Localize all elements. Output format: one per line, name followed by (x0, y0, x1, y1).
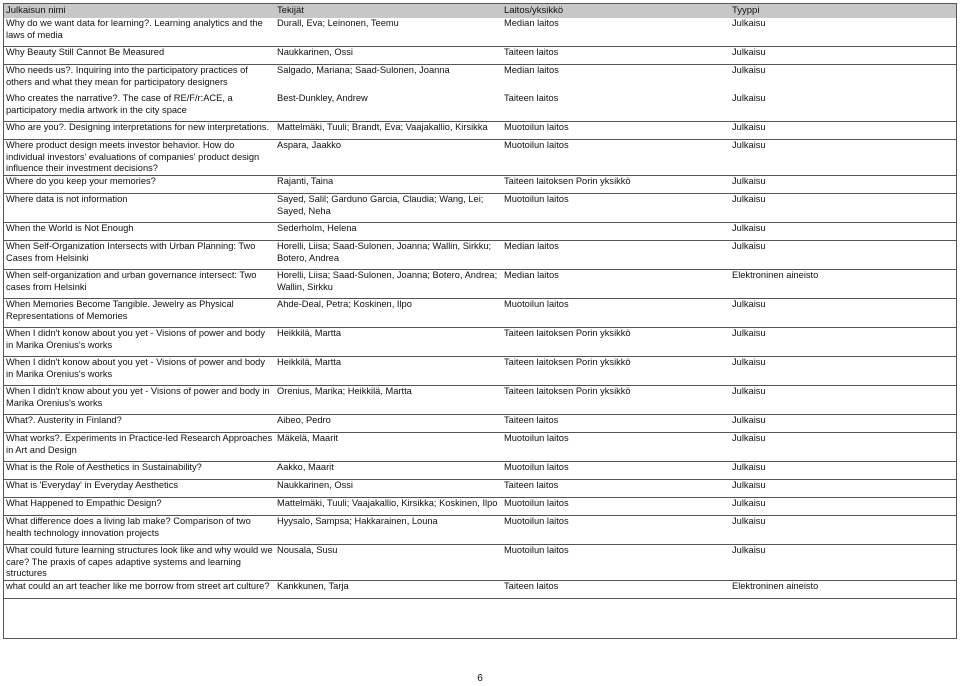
cell-authors: Heikkilä, Martta (275, 357, 502, 386)
cell-authors: Aibeo, Pedro (275, 415, 502, 433)
cell-title: Who creates the narrative?. The case of RE/F/r:ACE, a participatory media artwork in the city space (4, 93, 275, 122)
cell-department: Muotoilun laitos (502, 498, 730, 516)
cell-department: Taiteen laitoksen Porin yksikkö (502, 357, 730, 386)
cell-authors: Naukkarinen, Ossi (275, 47, 502, 65)
cell-department: Muotoilun laitos (502, 545, 730, 581)
cell-title: When the World is Not Enough (4, 223, 275, 241)
table-row (4, 386, 956, 415)
table-row (4, 194, 956, 223)
cell-title: Who needs us?. Inquiring into the participatory practices of others and what they mean for participatory designers (6, 65, 248, 87)
cell-department: Taiteen laitos (502, 581, 730, 599)
cell-department: Taiteen laitos (502, 480, 730, 498)
cell-title: Why Beauty Still Cannot Be Measured (4, 47, 275, 65)
table-row (4, 176, 956, 194)
cell-authors: Naukkarinen, Ossi (275, 480, 502, 498)
cell-type: Julkaisu (730, 328, 956, 357)
table-row (4, 498, 956, 516)
cell-title: Where data is not information (4, 194, 275, 223)
cell-title: When self-organization and urban governance intersect: Two cases from Helsinki (4, 270, 275, 299)
table-row (4, 462, 956, 480)
cell-type: Elektroninen aineisto (730, 270, 956, 299)
cell-department: Muotoilun laitos (502, 194, 730, 223)
cell-type: Julkaisu (730, 299, 956, 328)
cell-type: Julkaisu (730, 357, 956, 386)
cell-type: Julkaisu (732, 65, 766, 75)
cell-department: Muotoilun laitos (502, 122, 730, 140)
cell-type: Julkaisu (730, 47, 956, 65)
cell-type: Julkaisu (730, 386, 956, 415)
cell-authors: Orenius, Marika; Heikkilä, Martta (275, 386, 502, 415)
table-row (4, 18, 956, 47)
cell-authors: Rajanti, Taina (275, 176, 502, 194)
publications-table (4, 4, 956, 599)
table-row (4, 516, 956, 545)
table-row (4, 65, 956, 94)
table-row (4, 47, 956, 65)
cell-authors: Salgado, Mariana; Saad-Sulonen, Joanna (277, 65, 450, 75)
cell-type: Julkaisu (730, 194, 956, 223)
table-row (4, 299, 956, 328)
table-row (4, 581, 956, 599)
cell-authors: Heikkilä, Martta (275, 328, 502, 357)
cell-department: Taiteen laitos (502, 47, 730, 65)
cell-title: what could an art teacher like me borrow from street art culture? (4, 581, 275, 599)
cell-authors: Mäkelä, Maarit (275, 433, 502, 462)
cell-authors: Sayed, Salil; Garduno Garcia, Claudia; Wang, Lei; Sayed, Neha (275, 194, 502, 223)
cell-title: Who are you?. Designing interpretations for new interpretations. (4, 122, 275, 140)
table-row (4, 140, 956, 176)
cell-authors: Horelli, Liisa; Saad-Sulonen, Joanna; Wallin, Sirkku; Botero, Andrea (275, 241, 502, 270)
cell-title: Why do we want data for learning?. Learning analytics and the laws of media (4, 18, 275, 47)
cell-title: What is 'Everyday' in Everyday Aesthetics (4, 480, 275, 498)
cell-authors: Mattelmäki, Tuuli; Vaajakallio, Kirsikka; Koskinen, Ilpo (275, 498, 502, 516)
cell-authors: Durall, Eva; Leinonen, Teemu (275, 18, 502, 47)
cell-type: Elektroninen aineisto (730, 581, 956, 599)
header-department: Laitos/yksikkö (502, 4, 730, 18)
header-row (4, 4, 956, 18)
cell-type: Julkaisu (730, 462, 956, 480)
cell-title: What is the Role of Aesthetics in Sustainability? (4, 462, 275, 480)
table-row (4, 93, 956, 122)
table-row (4, 122, 956, 140)
cell-department: Muotoilun laitos (502, 299, 730, 328)
cell-authors: Ahde-Deal, Petra; Koskinen, Ilpo (275, 299, 502, 328)
cell-department: Taiteen laitoksen Porin yksikkö (502, 176, 730, 194)
table-row (4, 270, 956, 299)
cell-type: Julkaisu (730, 545, 956, 581)
cell-department: Taiteen laitoksen Porin yksikkö (502, 328, 730, 357)
cell-authors: Kankkunen, Tarja (275, 581, 502, 599)
cell-type: Julkaisu (730, 93, 956, 122)
cell-department: Median laitos (502, 18, 730, 47)
cell-type: Julkaisu (730, 140, 956, 176)
cell-authors: Aspara, Jaakko (275, 140, 502, 176)
cell-title: What difference does a living lab make? Comparison of two health technology innovation projects (4, 516, 275, 545)
cell-type: Julkaisu (730, 480, 956, 498)
cell-type: Julkaisu (730, 433, 956, 462)
cell-type: Julkaisu (730, 498, 956, 516)
cell-type: Julkaisu (730, 241, 956, 270)
cell-authors: Hyysalo, Sampsa; Hakkarainen, Louna (275, 516, 502, 545)
cell-title: What?. Austerity in Finland? (4, 415, 275, 433)
cell-department: Muotoilun laitos (502, 516, 730, 545)
cell-department: Muotoilun laitos (502, 433, 730, 462)
cell-title: When Memories Become Tangible. Jewelry as Physical Representations of Memories (4, 299, 275, 328)
table-row (4, 357, 956, 386)
table-row (4, 545, 956, 581)
cell-title: When I didn't know about you yet - Visions of power and body in Marika Orenius's works (4, 386, 275, 415)
cell-authors: Aakko, Maarit (275, 462, 502, 480)
cell-title: Where do you keep your memories? (4, 176, 275, 194)
header-type: Tyyppi (730, 4, 956, 18)
header-title: Julkaisun nimi (4, 4, 275, 18)
table-row (4, 328, 956, 357)
cell-title: What could future learning structures look like and why would we care? The praxis of capes adaptive systems and learning structures (4, 545, 275, 581)
cell-department: Median laitos (504, 65, 559, 75)
cell-type: Julkaisu (730, 223, 956, 241)
table-row (4, 241, 956, 270)
cell-authors: Best-Dunkley, Andrew (275, 93, 502, 122)
cell-title: Where product design meets investor behavior. How do individual investors' evaluations of companies' product design influence their investment decisions? (4, 140, 275, 176)
cell-type: Julkaisu (730, 176, 956, 194)
cell-title: When I didn't konow about you yet - Visions of power and body in Marika Orenius's works (4, 328, 275, 357)
cell-title: When Self-Organization Intersects with Urban Planning: Two Cases from Helsinki (4, 241, 275, 270)
cell-department: Median laitos (502, 241, 730, 270)
cell-title: When I didn't konow about you yet - Visions of power and body in Marika Orenius's works (4, 357, 275, 386)
cell-title: What works?. Experiments in Practice-led Research Approaches in Art and Design (4, 433, 275, 462)
cell-type: Julkaisu (730, 415, 956, 433)
cell-department: Taiteen laitos (502, 415, 730, 433)
cell-department: Taiteen laitoksen Porin yksikkö (502, 386, 730, 415)
cell-title: What Happened to Empathic Design? (4, 498, 275, 516)
cell-type: Julkaisu (730, 18, 956, 47)
cell-authors: Nousala, Susu (275, 545, 502, 581)
table-row (4, 415, 956, 433)
cell-authors: Mattelmäki, Tuuli; Brandt, Eva; Vaajakallio, Kirsikka (275, 122, 502, 140)
cell-department: Median laitos (502, 270, 730, 299)
page-number: 6 (477, 673, 483, 684)
cell-department: Muotoilun laitos (502, 140, 730, 176)
cell-authors: Horelli, Liisa; Saad-Sulonen, Joanna; Botero, Andrea; Wallin, Sirkku (275, 270, 502, 299)
cell-department: Taiteen laitos (502, 93, 730, 122)
cell-type: Julkaisu (730, 122, 956, 140)
table-row (4, 223, 956, 241)
cell-authors: Sederholm, Helena (275, 223, 502, 241)
cell-type: Julkaisu (730, 516, 956, 545)
cell-department (502, 223, 730, 241)
header-authors: Tekijät (275, 4, 502, 18)
table-row (4, 480, 956, 498)
cell-department: Muotoilun laitos (502, 462, 730, 480)
table-row (4, 433, 956, 462)
